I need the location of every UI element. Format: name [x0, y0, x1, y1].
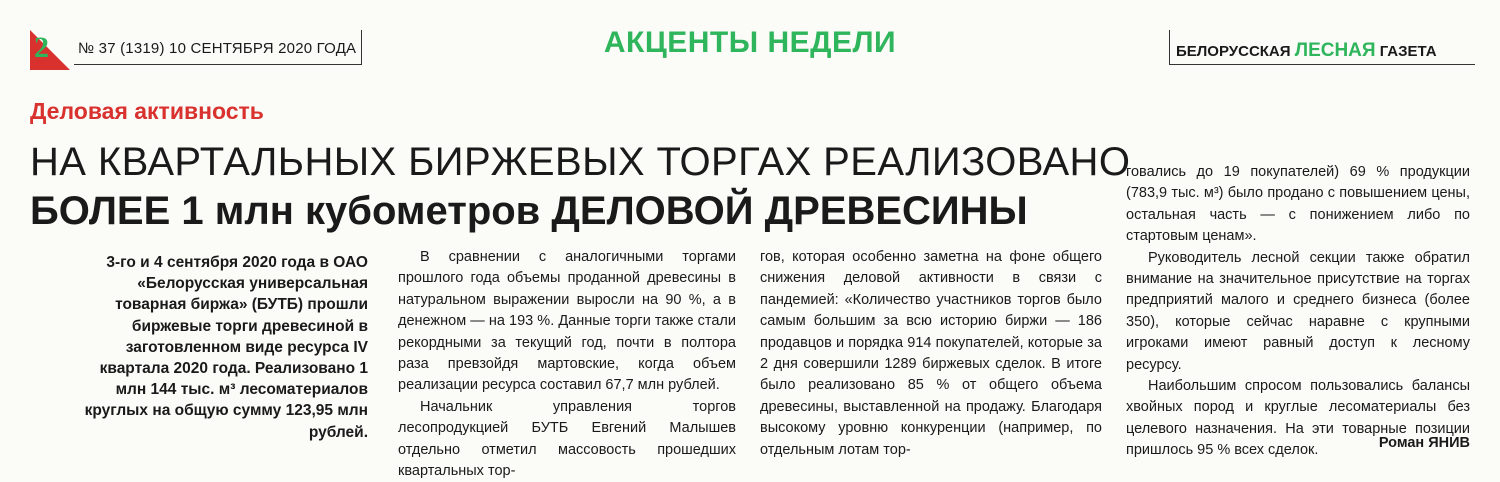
- text-column-2: [760, 247, 1102, 461]
- headline-line-1: НА КВАРТАЛЬНЫХ БИРЖЕВЫХ ТОРГАХ РЕАЛИЗОВАНО: [30, 140, 1131, 184]
- text-column-1: [398, 247, 736, 482]
- page-number-badge: [30, 30, 70, 70]
- paragraph: В сравнении с аналогичными торгами прошлого года объемы проданной древесины в натуральном выражении выросли на 90 %, а в денежном — на 193 %. Данные торги также стали рекордными за текущий год, почти в полтора раза превзойдя мартовские, когда объем реализации ресурса составил 67,7 млн рублей.: [398, 249, 736, 394]
- brand-word-2: ЛЕСНАЯ: [1294, 40, 1376, 61]
- brand-divider: [1169, 30, 1170, 65]
- paragraph: Руководитель лесной секции также обратил внимание на значительное присутствие на торгах предприятий малого и среднего бизнеса (более 350), которые сейчас наравне с крупными игроками имеют равный доступ к лесному ресурсу.: [1126, 249, 1470, 373]
- brand-word-1: БЕЛОРУССКАЯ: [1176, 43, 1291, 60]
- rubric: Деловая активность: [30, 98, 264, 124]
- text-column-3: [1126, 162, 1470, 462]
- issue-info: № 37 (1319) 10 СЕНТЯБРЯ 2020 ГОДА: [78, 40, 357, 57]
- issue-underline: [74, 64, 362, 65]
- brand-underline: [1169, 64, 1475, 65]
- author-byline: Роман ЯНИВ: [1378, 435, 1470, 451]
- headline-line-2: БОЛЕЕ 1 млн кубометров ДЕЛОВОЙ ДРЕВЕСИНЫ: [30, 189, 1028, 233]
- paragraph: Наибольшим спросом пользовались балансы хвойных пород и круглые лесоматериалы без целевого назначения. На эти товарные позиции пришлось 95 % всех сделок.: [1126, 378, 1470, 459]
- paragraph: гов, которая особенно заметна на фоне общего снижения деловой активности в связи с пандемией: «Количество участников торгов было самым большим за всю историю биржи — 186 продавцов и порядка 914 покупателей, которые за 2 дня совершили 1289 биржевых сделок. В итоге было реализовано 85 % от общего объема древесины, выставленной на продажу. Благодаря высокому уровню конкуренции (например, по отдельным лотам тор-: [760, 249, 1102, 458]
- paragraph: Начальник управления торгов лесопродукцией БУТБ Евгений Малышев отдельно отметил массовость прошедших квартальных тор-: [398, 398, 736, 480]
- section-title: АКЦЕНТЫ НЕДЕЛИ: [603, 26, 897, 59]
- newspaper-brand: [1176, 40, 1437, 62]
- paragraph: говались до 19 покупателей) 69 % продукции (783,9 тыс. м³) было продано с повышением цены, остальная часть — с понижением либо по стартовым ценам».: [1126, 164, 1470, 245]
- issue-divider: [361, 30, 362, 65]
- brand-word-3: ГАЗЕТА: [1379, 43, 1437, 60]
- page-number: 2: [34, 31, 49, 64]
- lead-paragraph: 3-го и 4 сентября 2020 года в ОАО «Белорусская универсальная товарная биржа» (БУТБ) прошли биржевые торги древесиной в заготовленном виде ресурса IV квартала 2020 года. Реализовано 1 млн 144 тыс. м³ лесоматериалов круглых на общую сумму 123,95 млн рублей.: [84, 254, 368, 441]
